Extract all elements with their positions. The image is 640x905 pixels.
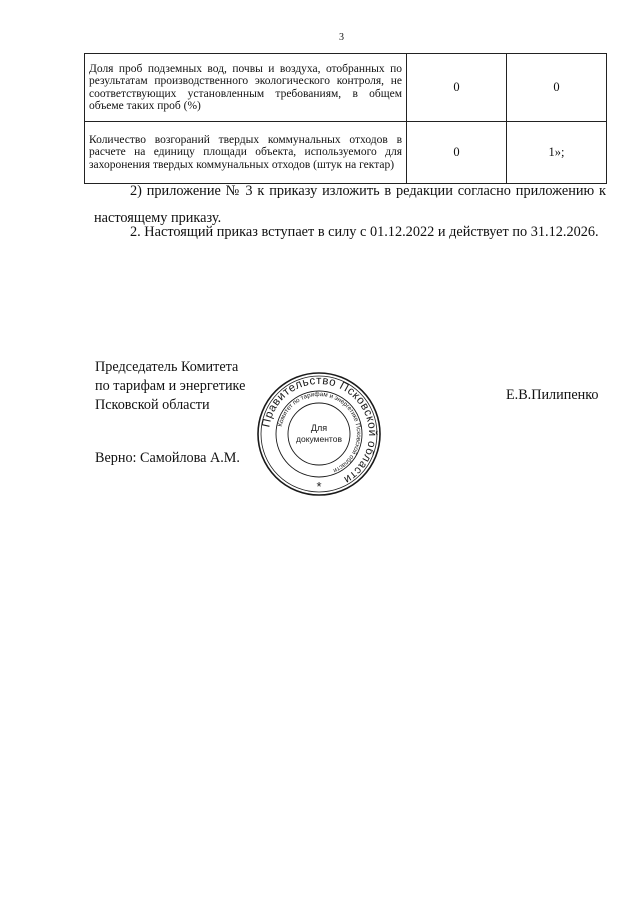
indicator-value-1: 0: [407, 54, 507, 122]
seal-graphic: [255, 370, 383, 498]
indicators-table: [84, 53, 607, 184]
official-seal-stamp: [255, 370, 383, 498]
page-number: 3: [339, 32, 344, 43]
seal-inner-text: Комитет по тарифам и энергетике Псковской области: [276, 390, 363, 474]
signatory-name: Е.В.Пилипенко: [506, 387, 599, 403]
signatory-title-line: по тарифам и энергетике: [95, 378, 246, 394]
indicator-value-2: 1»;: [507, 122, 607, 184]
verified-by: Верно: Самойлова А.М.: [95, 450, 240, 466]
seal-outer-text: Правительство Псковской области: [260, 374, 379, 486]
indicator-description: Доля проб подземных вод, почвы и воздуха, отобранных по результатам производственного экологического контроля, не соответствующих установленным требованиям, в общем объеме таких проб (%): [85, 54, 407, 122]
paragraph-item-3: 2. Настоящий приказ вступает в силу с 01.12.2022 и действует по 31.12.2026.: [130, 224, 599, 240]
signatory-title: [95, 358, 245, 415]
indicator-description: Количество возгораний твердых коммунальных отходов в расчете на единицу площади объекта, используемого для захоронения твердых коммунальных отходов (штук на гектар): [85, 122, 407, 184]
signatory-title-line: Председатель Комитета: [95, 359, 239, 375]
seal-star-icon: *: [316, 479, 322, 494]
signatory-title-line: Псковской области: [95, 397, 210, 413]
table-row: [85, 54, 607, 122]
paragraph-item-2: 2) приложение № 3 к приказу изложить в редакции согласно приложению к настоящему приказу.: [94, 183, 606, 226]
seal-center-line: документов: [296, 434, 342, 444]
table-row: [85, 122, 607, 184]
indicator-value-1: 0: [407, 122, 507, 184]
seal-center-line: Для: [310, 423, 328, 433]
indicator-value-2: 0: [507, 54, 607, 122]
